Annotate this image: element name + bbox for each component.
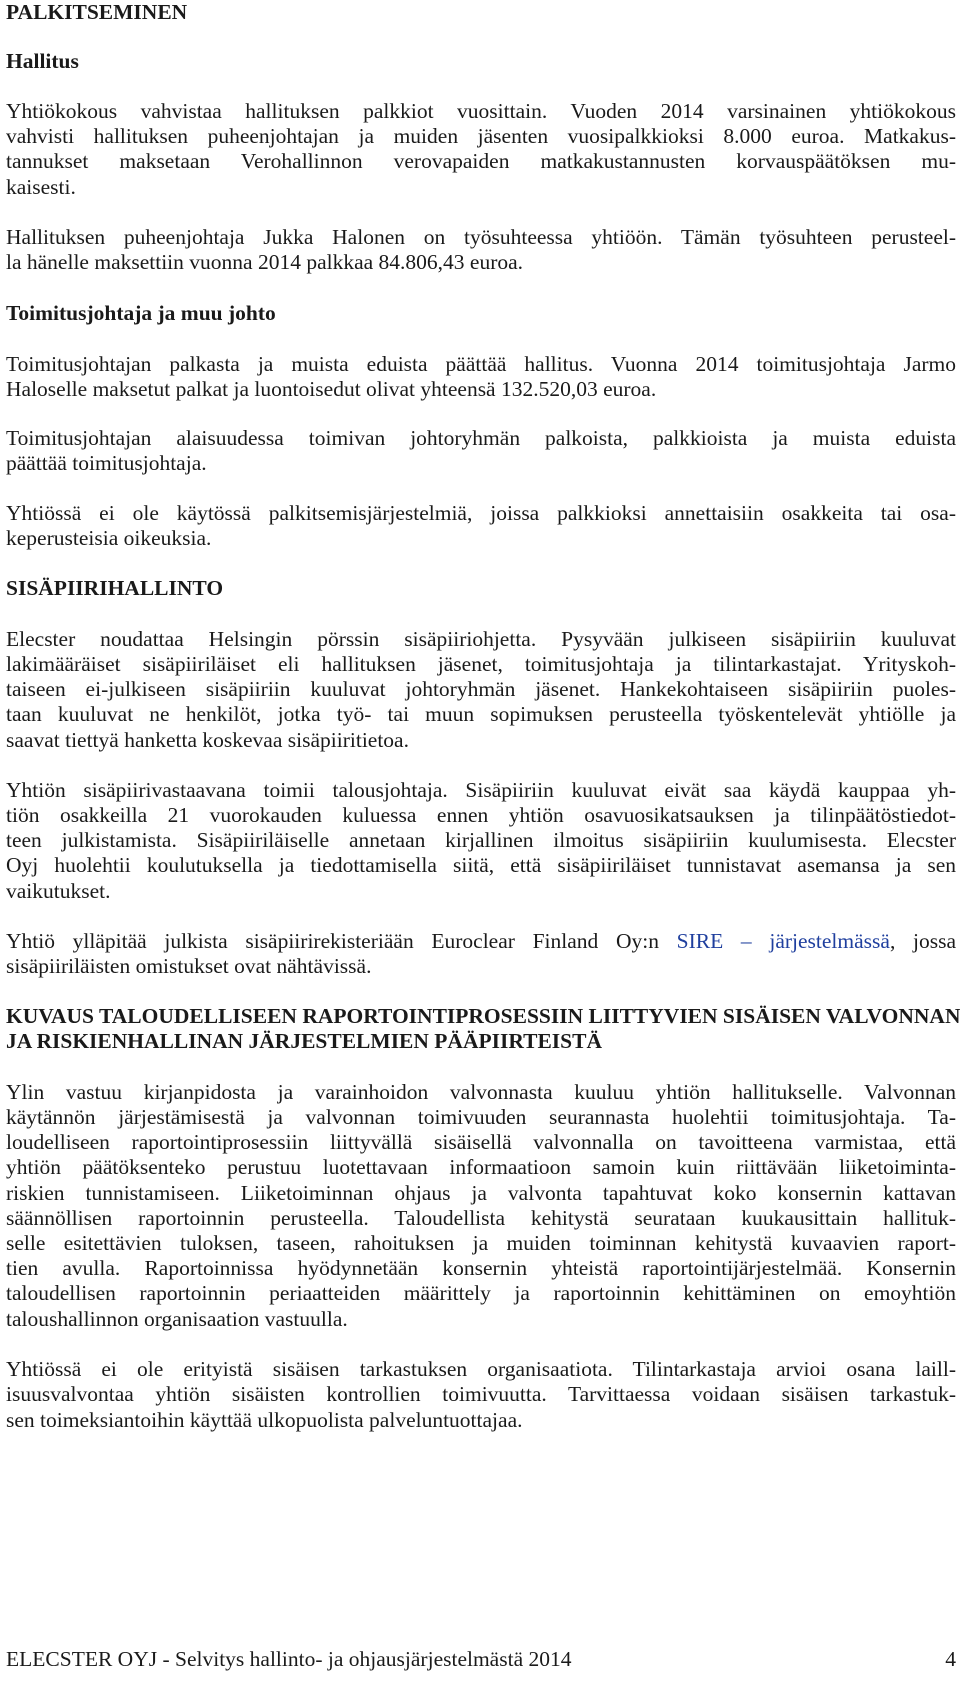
paragraph-line: saavat tiettyä hanketta koskevaa sisäpiiritietoa.	[6, 728, 409, 752]
paragraph-line: sisäpiiriläisten omistukset ovat nähtävissä.	[6, 954, 372, 978]
paragraph-line: Toimitusjohtajan alaisuudessa toimivan johtoryhmän palkoista, palkkioista ja muista eduista	[6, 426, 956, 450]
paragraph-line: Yhtiökokous vahvistaa hallituksen palkkiot vuosittain. Vuoden 2014 varsinainen yhtiökokous	[6, 99, 956, 123]
section-heading-kuvaus-line2: JA RISKIENHALLINAN JÄRJESTELMIEN PÄÄPIIRTEISTÄ	[6, 1029, 602, 1053]
paragraph-line: taloudellisen raportoinnin periaatteiden määrittely ja raportoinnin kehittäminen on emoyhtiön	[6, 1281, 956, 1305]
paragraph-line: käytännön järjestämisestä ja valvonnan toimivuuden seurannasta huolehtii toimitusjohtaja. Ta-	[6, 1105, 956, 1129]
paragraph-line: isuusvalvontaa yhtiön sisäisten kontrollien toimivuutta. Tarvittaessa voidaan sisäisen tarkastuk-	[6, 1382, 956, 1406]
paragraph-line: teen julkistamista. Sisäpiiriläiselle annetaan kirjallinen ilmoitus sisäpiiriin kuulumisesta. Elecster	[6, 828, 956, 852]
paragraph-line: loudelliseen raportointiprosessiin liittyvällä sisäisellä valvonnalla on tavoitteena varmistaa, että	[6, 1130, 956, 1154]
paragraph-line: tien avulla. Raportoinnissa hyödynnetään konsernin yhteistä raportointijärjestelmää. Konsernin	[6, 1256, 956, 1280]
paragraph-line: Ylin vastuu kirjanpidosta ja varainhoidon valvonnasta kuuluu yhtiön hallitukselle. Valvonnan	[6, 1080, 956, 1104]
paragraph-text: Yhtiö ylläpitää julkista sisäpiirirekisteriään Euroclear Finland Oy:n	[6, 929, 677, 953]
paragraph-line: vahvisti hallituksen puheenjohtajan ja muiden jäsenten vuosipalkkioksi 8.000 euroa. Matkakus-	[6, 124, 956, 148]
paragraph-line: taan kuuluvat ne henkilöt, jotka työ- tai muun sopimuksen perusteella työskentelevät yhtiölle ja	[6, 702, 956, 726]
paragraph-line: tannukset maksetaan Verohallinnon verovapaiden matkakustannusten korvauspäätöksen mu-	[6, 149, 956, 173]
paragraph-text: , jossa	[889, 929, 957, 953]
sire-link[interactable]: SIRE – järjestelmässä	[676, 929, 890, 953]
paragraph-line: taloushallinnon organisaation vastuulla.	[6, 1307, 348, 1331]
paragraph-line: la hänelle maksettiin vuonna 2014 palkkaa 84.806,43 euroa.	[6, 250, 524, 274]
paragraph-line: Hallituksen puheenjohtaja Jukka Halonen on työsuhteessa yhtiöön. Tämän työsuhteen perusteel-	[6, 225, 956, 249]
page-number: 4	[945, 1647, 956, 1671]
section-heading-sisapiirihallinto: SISÄPIIRIHALLINTO	[6, 576, 224, 600]
paragraph-line: Yhtiössä ei ole erityistä sisäisen tarkastuksen organisaatiota. Tilintarkastaja arvioi osana laill-	[6, 1357, 956, 1381]
paragraph-line: riskien tunnistamiseen. Liiketoiminnan ohjaus ja valvonta tapahtuvat koko konsernin kattavan	[6, 1181, 956, 1205]
paragraph-line: keperusteisia oikeuksia.	[6, 526, 212, 550]
paragraph-line: vaikutukset.	[6, 879, 111, 903]
paragraph-line: Yhtiössä ei ole käytössä palkitsemisjärjestelmiä, joissa palkkioksi annettaisiin osakkeita tai osa-	[6, 501, 956, 525]
paragraph-line: yhtiön päätöksenteko perustuu luotettavaan informaatioon samoin kuin riittävään liiketoiminta-	[6, 1155, 956, 1179]
paragraph-line: sen toimeksiantoihin käyttää ulkopuolista palveluntuottajaa.	[6, 1408, 523, 1432]
paragraph-line: Elecster noudattaa Helsingin pörssin sisäpiiriohjetta. Pysyvään julkiseen sisäpiiriin kuuluvat	[6, 627, 956, 651]
paragraph-line: Toimitusjohtajan palkasta ja muista eduista päättää hallitus. Vuonna 2014 toimitusjohtaja Jarmo	[6, 352, 956, 376]
paragraph-line: tiön osakkeilla 21 vuorokauden kuluessa ennen yhtiön osavuosikatsauksen ja tilinpäätöstiedot-	[6, 803, 956, 827]
section-heading-kuvaus: KUVAUS TALOUDELLISEEN RAPORTOINTIPROSESSIIN LIITTYVIEN SISÄISEN VALVONNAN	[6, 1004, 960, 1028]
paragraph-line: päättää toimitusjohtaja.	[6, 451, 207, 475]
paragraph-line: Haloselle maksetut palkat ja luontoisedut olivat yhteensä 132.520,03 euroa.	[6, 377, 657, 401]
paragraph-line: Oyj huolehtii koulutuksella ja tiedottamisella siitä, että sisäpiiriläiset tunnistavat asemansa ja sen	[6, 853, 956, 877]
paragraph-line-with-link	[6, 928, 956, 954]
footer-title: ELECSTER OYJ - Selvitys hallinto- ja ohjausjärjestelmästä 2014	[6, 1647, 572, 1671]
paragraph-line: säännöllisen raportoinnin perusteella. Taloudellista kehitystä seurataan kuukausittain hallituk-	[6, 1206, 956, 1230]
paragraph-line: taiseen ei-julkiseen sisäpiiriin kuuluvat johtoryhmän jäsenet. Hankekohtaiseen sisäpiiriin puoles-	[6, 677, 956, 701]
paragraph-line: Yhtiön sisäpiirivastaavana toimii talousjohtaja. Sisäpiiriin kuuluvat eivät saa käydä kauppaa yh-	[6, 778, 956, 802]
paragraph-line: selle esitettävien tuloksen, taseen, rahoituksen ja muiden toiminnan kehitystä kuvaavien raport-	[6, 1231, 956, 1255]
paragraph-line: lakimääräiset sisäpiiriläiset eli hallituksen jäsenet, toimitusjohtaja ja tilintarkastajat. Yrityskoh-	[6, 652, 956, 676]
subheading-toimitusjohtaja: Toimitusjohtaja ja muu johto	[6, 301, 276, 325]
subheading-hallitus: Hallitus	[6, 49, 79, 73]
section-heading-palkitseminen: PALKITSEMINEN	[6, 0, 188, 24]
paragraph-line: kaisesti.	[6, 175, 76, 199]
